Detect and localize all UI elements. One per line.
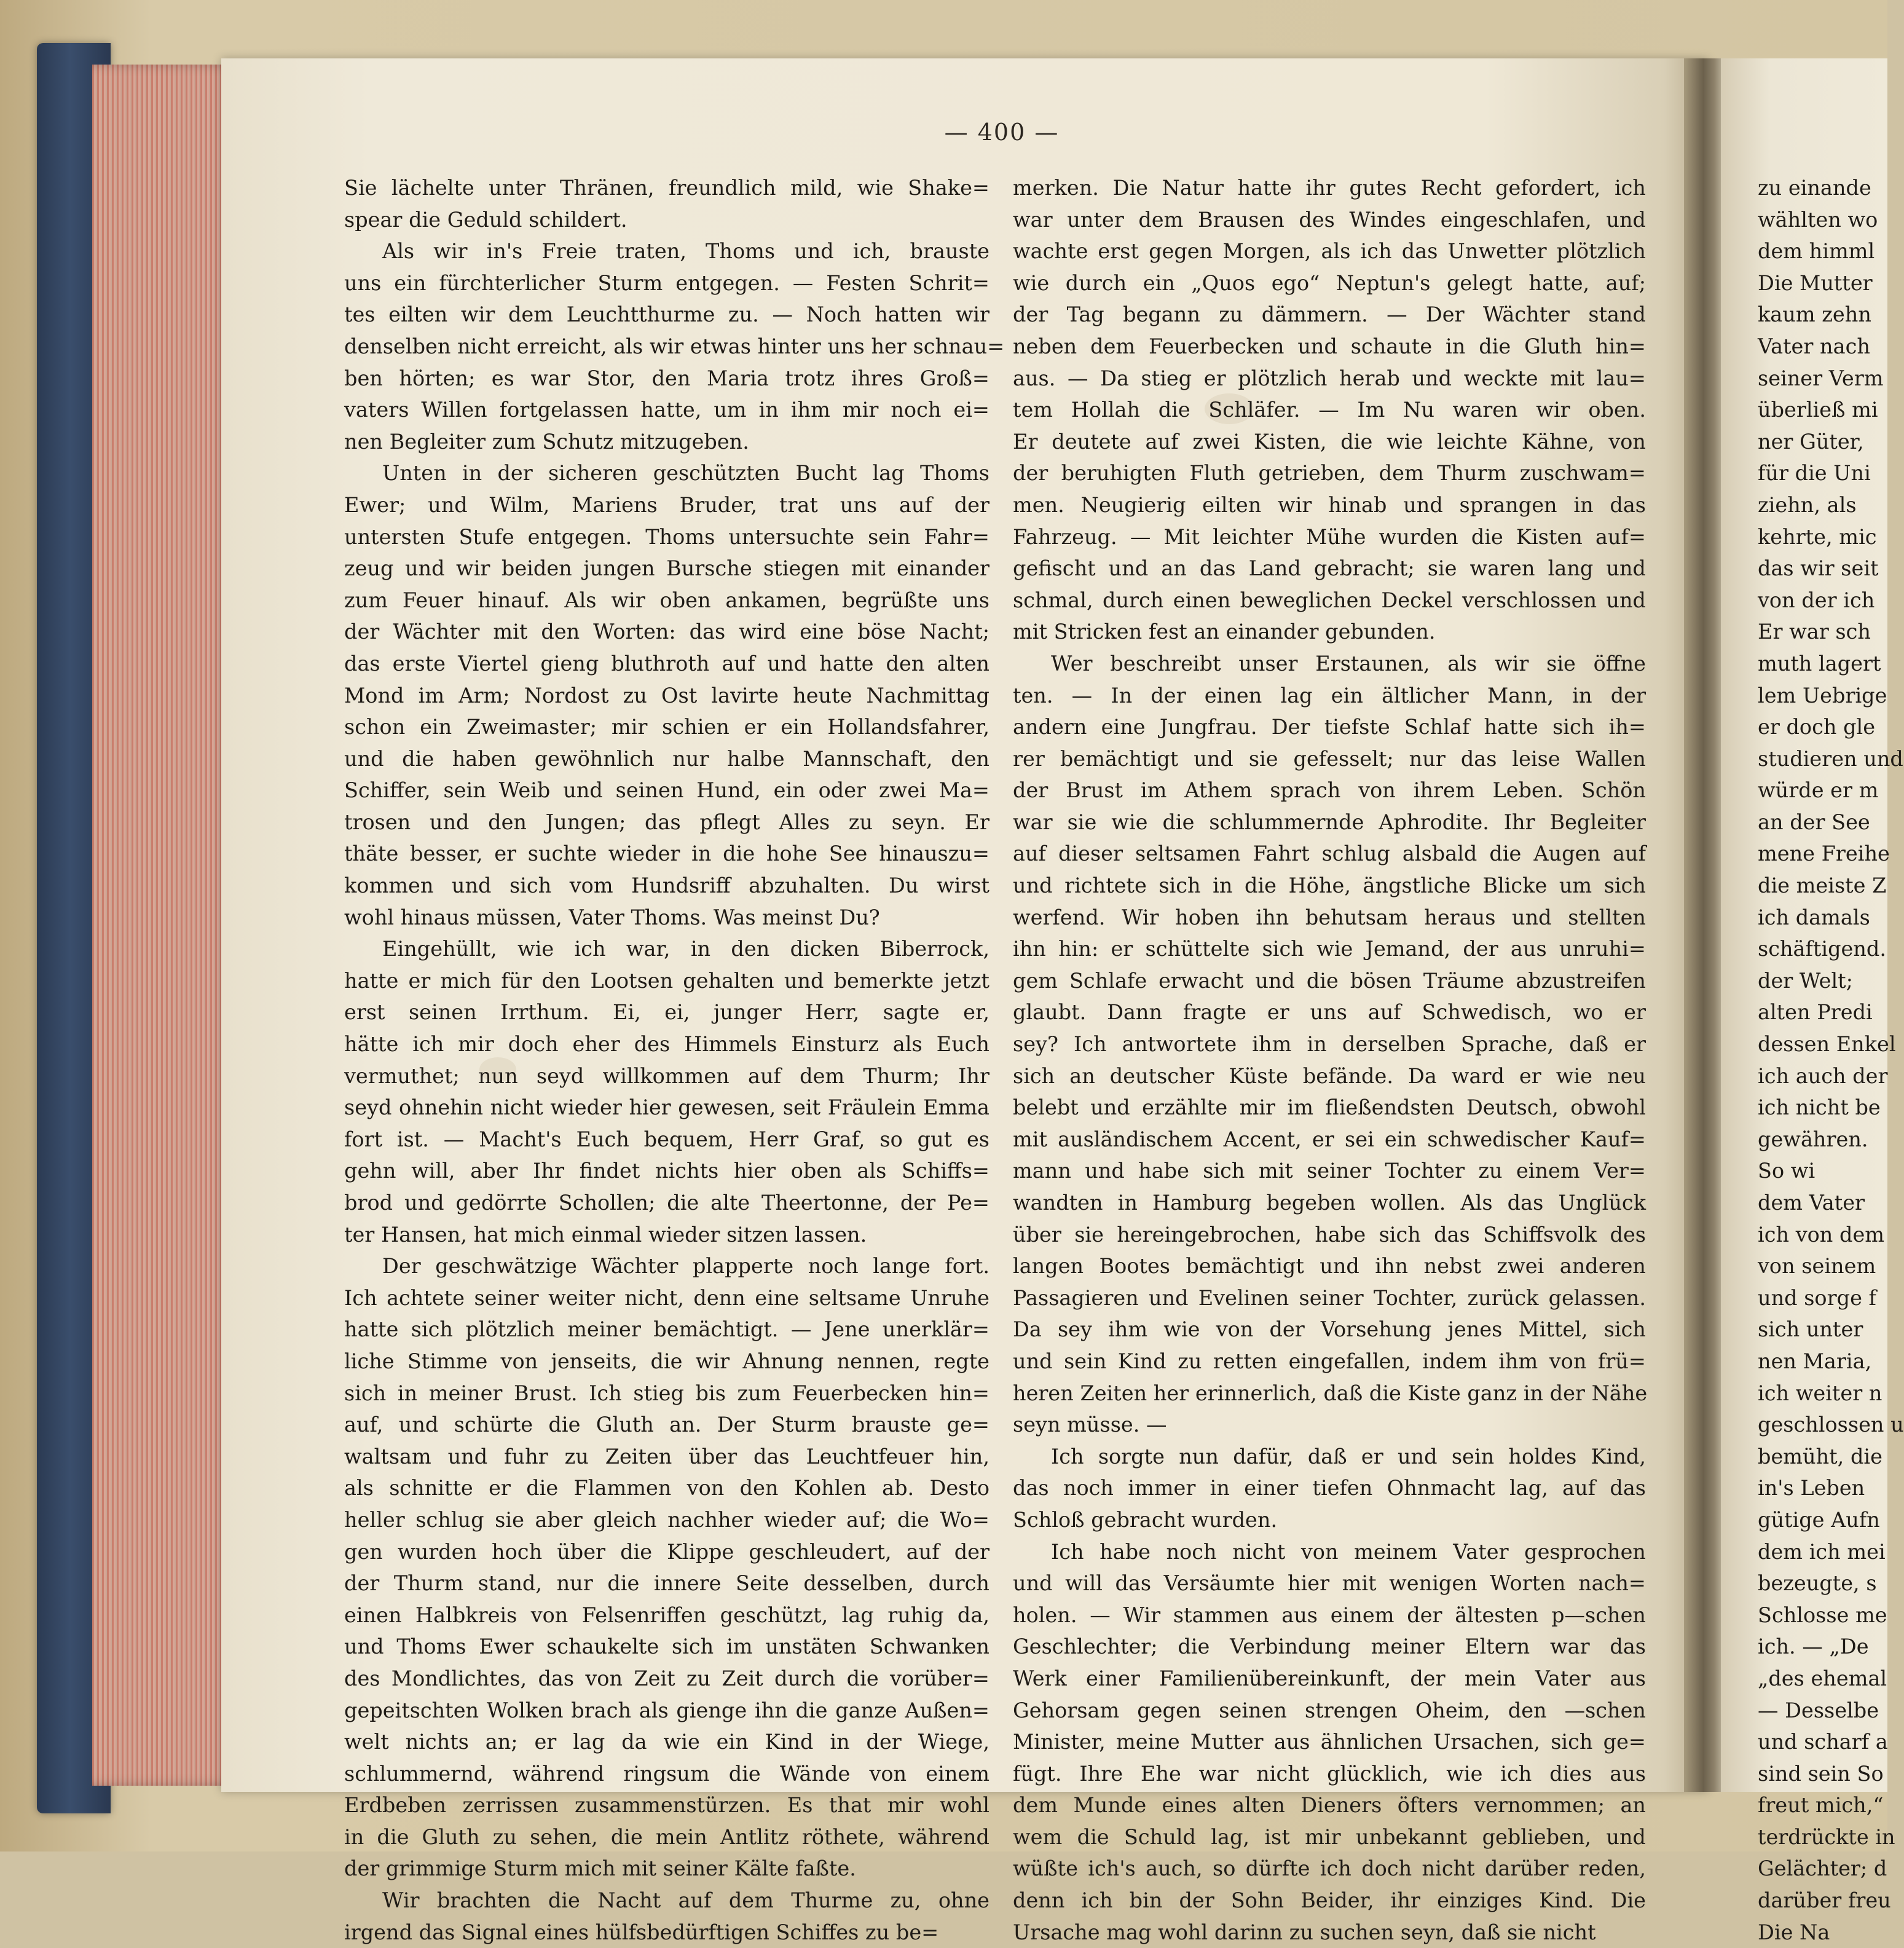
text-line: glaubt. Dann fragte er uns auf Schwedisch, wo er	[1013, 1000, 1646, 1025]
text-line: schlummernd, während ringsum die Wände von einem	[344, 1761, 989, 1786]
text-line: Ich achtete seiner weiter nicht, denn eine seltsame Unruhe	[344, 1285, 989, 1310]
text-line: der Wächter mit den Worten: das wird eine böse Nacht;	[344, 620, 989, 644]
text-line: Er war sch	[1758, 620, 1871, 644]
text-line: muth lagert	[1758, 651, 1881, 676]
text-line: sich in meiner Brust. Ich stieg bis zum Feuerbecken hin=	[344, 1381, 989, 1405]
text-line: Eingehüllt, wie ich war, in den dicken Biberrock,	[382, 937, 989, 961]
text-line: gepeitschten Wolken brach als gienge ihn die ganze Außen=	[344, 1698, 989, 1722]
text-line: Ich sorgte nun dafür, daß er und sein holdes Kind,	[1051, 1444, 1646, 1469]
text-line: in's Leben	[1758, 1476, 1865, 1500]
text-line: gem Schlafe erwacht und die bösen Träume abzustreifen	[1013, 968, 1646, 993]
text-line: ben hörten; es war Stor, den Maria trotz ihres Groß=	[344, 366, 989, 390]
text-line: der Thurm stand, nur die innere Seite desselben, durch	[344, 1571, 989, 1596]
text-line: sey? Ich antwortete ihm in derselben Sprache, daß er	[1013, 1032, 1646, 1057]
text-line: an der See	[1758, 810, 1870, 834]
text-line: sich an deutscher Küste befände. Da ward er wie neu	[1013, 1063, 1646, 1088]
text-line: gehn will, aber Ihr findet nichts hier oben als Schiffs=	[344, 1159, 989, 1183]
text-line: holen. — Wir stammen aus einem der ältesten p—schen	[1013, 1603, 1646, 1627]
text-line: er doch gle	[1758, 715, 1876, 739]
text-line: nen Begleiter zum Schutz mitzugeben.	[344, 429, 749, 454]
text-line: zeug und wir beiden jungen Bursche stiegen mit einander	[344, 556, 989, 581]
text-line: des Mondlichtes, das von Zeit zu Zeit durch die vorüber=	[344, 1666, 989, 1690]
text-line: Geschlechter; die Verbindung meiner Eltern war das	[1013, 1635, 1646, 1659]
text-line: Wir brachten die Nacht auf dem Thurme zu, ohne	[382, 1888, 989, 1913]
text-line: lem Uebrige	[1758, 683, 1887, 708]
text-line: heller schlug sie aber gleich nachher wieder auf; die Wo=	[344, 1507, 989, 1532]
text-line: auf dieser seltsamen Fahrt schlug alsbald die Augen auf	[1013, 842, 1646, 866]
text-line: So wi	[1758, 1159, 1815, 1183]
text-line: das wir seit	[1758, 556, 1879, 581]
text-line: mann und habe sich mit seiner Tochter zu einem Ver=	[1013, 1159, 1646, 1183]
text-line: Mond im Arm; Nordost zu Ost lavirte heute Nachmittag	[344, 683, 989, 708]
text-line: kehrte, mic	[1758, 524, 1877, 549]
text-line: seiner Verm	[1758, 366, 1884, 390]
text-line: dem Munde eines alten Dieners öfters vernommen; an	[1013, 1793, 1646, 1818]
text-line: auf, und schürte die Gluth an. Der Sturm brauste ge=	[344, 1413, 989, 1437]
text-line: hatte er mich für den Lootsen gehalten und bemerkte jetzt	[344, 968, 989, 993]
text-line: und Thoms Ewer schaukelte sich im unstäten Schwanken	[344, 1635, 989, 1659]
text-line: Fahrzeug. — Mit leichter Mühe wurden die Kisten auf=	[1013, 524, 1646, 549]
text-line: dessen Enkel	[1758, 1032, 1896, 1057]
text-line: Er deutete auf zwei Kisten, die wie leichte Kähne, von	[1013, 429, 1646, 454]
text-line: dem Vater	[1758, 1191, 1865, 1215]
text-line: andern eine Jungfrau. Der tiefste Schlaf hatte sich ih=	[1013, 715, 1646, 739]
text-line: Der geschwätzige Wächter plapperte noch lange fort.	[382, 1254, 989, 1279]
text-column-left	[344, 172, 1005, 1948]
text-line: wandten in Hamburg begeben wollen. Als das Unglück	[1013, 1191, 1646, 1215]
text-line: für die Uni	[1758, 461, 1871, 486]
text-line: neben dem Feuerbecken und schaute in die Gluth hin=	[1013, 334, 1646, 358]
text-line: der grimmige Sturm mich mit seiner Kälte faßte.	[344, 1856, 856, 1881]
text-line: zu einande	[1758, 176, 1871, 200]
text-line: wählten wo	[1758, 207, 1878, 232]
text-line: Vater nach	[1758, 334, 1870, 358]
text-line: ich nicht be	[1758, 1095, 1881, 1120]
text-line: Werk einer Familienübereinkunft, der mein Vater aus	[1013, 1666, 1646, 1690]
text-line: hätte ich mir doch eher des Himmels Einsturz als Euch	[344, 1032, 989, 1057]
text-line: liche Stimme von jenseits, die wir Ahnung nennen, regte	[344, 1349, 989, 1373]
text-line: werfend. Wir hoben ihn behutsam heraus und stellten	[1013, 905, 1646, 929]
text-line: kommen und sich vom Hundsriff abzuhalten. Du wirst	[344, 873, 989, 898]
text-line: der beruhigten Fluth getrieben, dem Thurm zuschwam=	[1013, 461, 1646, 486]
text-line: von seinem	[1758, 1254, 1876, 1279]
text-line: gen wurden hoch über die Klippe geschleudert, auf der	[344, 1539, 989, 1564]
text-line: men. Neugierig eilten wir hinab und sprangen in das	[1013, 492, 1646, 517]
text-line: schmal, durch einen beweglichen Deckel verschlossen und	[1013, 588, 1646, 612]
text-line: schäftigend.	[1758, 937, 1887, 961]
text-line: über sie hereingebrochen, habe sich das Schiffsvolk des	[1013, 1222, 1646, 1247]
text-line: sich unter	[1758, 1317, 1863, 1342]
text-line: und die haben gewöhnlich nur halbe Mannschaft, den	[344, 746, 989, 771]
text-line: überließ mi	[1758, 398, 1878, 422]
text-line: der Welt;	[1758, 968, 1853, 993]
text-line: war sie wie die schlummernde Aphrodite. Ihr Begleiter	[1013, 810, 1646, 834]
text-line: thäte besser, er suchte wieder in die hohe See hinauszu=	[344, 842, 989, 866]
text-line: wüßte ich's auch, so dürfte ich doch nicht darüber reden,	[1013, 1856, 1646, 1881]
text-line: Schiffer, sein Weib und seinen Hund, ein oder zwei Ma=	[344, 778, 989, 803]
text-line: einen Halbkreis von Felsenriffen geschützt, lag ruhig da,	[344, 1603, 989, 1627]
text-line: kaum zehn	[1758, 302, 1871, 327]
text-line: Gehorsam gegen seinen strengen Oheim, den —schen	[1013, 1698, 1646, 1722]
text-line: Sie lächelte unter Thränen, freundlich mild, wie Shake=	[344, 176, 989, 200]
text-line: Ursache mag wohl darinn zu suchen seyn, daß sie nicht	[1013, 1920, 1596, 1944]
text-line: spear die Geduld schildert.	[344, 207, 627, 232]
text-line: aus. — Da stieg er plötzlich herab und weckte mit lau=	[1013, 366, 1646, 390]
text-line: mene Freihe	[1758, 842, 1890, 866]
text-line: darüber freu	[1758, 1888, 1891, 1913]
text-line: sind sein So	[1758, 1761, 1884, 1786]
text-line: bezeugte, s	[1758, 1571, 1877, 1596]
text-line: wachte erst gegen Morgen, als ich das Unwetter plötzlich	[1013, 239, 1646, 264]
text-line: der Brust im Athem sprach von ihrem Leben. Schön	[1013, 778, 1646, 803]
text-line: ner Güter,	[1758, 429, 1864, 454]
text-line: geschlossen u	[1758, 1413, 1904, 1437]
text-line: ziehn, als	[1758, 492, 1857, 517]
text-line: als schnitte er die Flammen von den Kohlen ab. Desto	[344, 1476, 989, 1500]
text-line: und will das Versäumte hier mit wenigen Worten nach=	[1013, 1571, 1646, 1596]
text-line: — Desselbe	[1758, 1698, 1879, 1722]
text-line: langen Bootes bemächtigt und ihn nebst zwei anderen	[1013, 1254, 1646, 1279]
text-line: Schlosse me	[1758, 1603, 1887, 1627]
text-line: seyd ohnehin nicht wieder hier gewesen, seit Fräulein Emma	[344, 1095, 989, 1120]
text-line: seyn müsse. —	[1013, 1413, 1167, 1437]
text-line: in die Gluth zu sehen, die mein Antlitz röthete, während	[344, 1824, 989, 1849]
text-line: welt nichts an; er lag da wie ein Kind in der Wiege,	[344, 1730, 989, 1754]
text-line: Die Na	[1758, 1920, 1830, 1944]
text-line: Gelächter; d	[1758, 1856, 1887, 1881]
text-line: brod und gedörrte Schollen; die alte Theertonne, der Pe=	[344, 1191, 989, 1215]
text-line: studieren und	[1758, 746, 1903, 771]
text-line: war unter dem Brausen des Windes eingeschlafen, und	[1013, 207, 1646, 232]
text-line: Da sey ihm wie von der Vorsehung jenes Mittel, sich	[1013, 1317, 1646, 1342]
next-page-text-fragment	[1758, 172, 1904, 1948]
text-line: alten Predi	[1758, 1000, 1873, 1025]
text-line: vaters Willen fortgelassen hatte, um in ihm mir noch ei=	[344, 398, 989, 422]
text-line: erst seinen Irrthum. Ei, ei, junger Herr, sagte er,	[344, 1000, 989, 1025]
text-line: ich weiter n	[1758, 1381, 1882, 1405]
page-block-edges	[92, 65, 240, 1786]
text-line: wem die Schuld lag, ist mir unbekannt geblieben, und	[1013, 1824, 1646, 1849]
text-line: fort ist. — Macht's Euch bequem, Herr Graf, so gut es	[344, 1127, 989, 1151]
text-line: ihn hin: er schüttelte sich wie Jemand, der aus unruhi=	[1013, 937, 1646, 961]
text-line: belebt und erzählte mir im fließendsten Deutsch, obwohl	[1013, 1095, 1646, 1120]
text-line: schon ein Zweimaster; mir schien er ein Hollandsfahrer,	[344, 715, 989, 739]
text-line: rer bemächtigt und sie gefesselt; nur das leise Wallen	[1013, 746, 1646, 771]
text-line: gütige Aufn	[1758, 1507, 1880, 1532]
text-line: Schloß gebracht wurden.	[1013, 1507, 1278, 1532]
text-line: denselben nicht erreicht, als wir etwas hinter uns her schnau=	[344, 334, 1005, 358]
text-line: heren Zeiten her erinnerlich, daß die Kiste ganz in der Nähe	[1013, 1381, 1648, 1405]
text-column-right	[1013, 172, 1646, 1948]
text-line: „des ehemal	[1758, 1666, 1887, 1690]
text-line: untersten Stufe entgegen. Thoms untersuchte sein Fahr=	[344, 524, 989, 549]
text-line: dem ich mei	[1758, 1539, 1886, 1564]
text-line: Wer beschreibt unser Erstaunen, als wir sie öffne	[1051, 651, 1646, 676]
text-line: bemüht, die	[1758, 1444, 1882, 1469]
text-line: hatte sich plötzlich meiner bemächtigt. — Jene unerklär=	[344, 1317, 989, 1342]
text-line: und scharf a	[1758, 1730, 1888, 1754]
text-line: würde er m	[1758, 778, 1879, 803]
text-line: Minister, meine Mutter aus ähnlichen Ursachen, sich ge=	[1013, 1730, 1646, 1754]
text-line: zum Feuer hinauf. Als wir oben ankamen, begrüßte uns	[344, 588, 989, 612]
text-line: gewähren.	[1758, 1127, 1868, 1151]
text-line: und richtete sich in die Höhe, ängstliche Blicke um sich	[1013, 873, 1646, 898]
text-line: von der ich	[1758, 588, 1875, 612]
text-line: ich. — „De	[1758, 1635, 1869, 1659]
text-line: Ich habe noch nicht von meinem Vater gesprochen	[1051, 1539, 1646, 1564]
text-line: Erdbeben zerrissen zusammenstürzen. Es that mir wohl	[344, 1793, 989, 1818]
text-line: waltsam und fuhr zu Zeiten über das Leuchtfeuer hin,	[344, 1444, 989, 1469]
text-line: ter Hansen, hat mich einmal wieder sitzen lassen.	[344, 1222, 867, 1247]
text-line: mit ausländischem Accent, er sei ein schwedischer Kauf=	[1013, 1127, 1646, 1151]
text-line: die meiste Z	[1758, 873, 1887, 898]
text-line: gefischt und an das Land gebracht; sie waren lang und	[1013, 556, 1646, 581]
text-line: mit Stricken fest an einander gebunden.	[1013, 620, 1436, 644]
page-number: — 400 —	[944, 119, 1060, 146]
text-line: das erste Viertel gieng bluthroth auf und hatte den alten	[344, 651, 989, 676]
text-line: das noch immer in einer tiefen Ohnmacht lag, auf das	[1013, 1476, 1646, 1500]
text-line: merken. Die Natur hatte ihr gutes Recht gefordert, ich	[1013, 176, 1646, 200]
text-line: fügt. Ihre Ehe war nicht glücklich, wie ich dies aus	[1013, 1761, 1646, 1786]
text-line: ten. — In der einen lag ein ältlicher Mann, in der	[1013, 683, 1646, 708]
text-line: nen Maria,	[1758, 1349, 1872, 1373]
text-line: Passagieren und Evelinen seiner Tochter, zurück gelassen.	[1013, 1285, 1646, 1310]
text-line: ich damals	[1758, 905, 1870, 929]
text-line: tes eilten wir dem Leuchtthurme zu. — Noch hatten wir	[344, 302, 989, 327]
text-line: uns ein fürchterlicher Sturm entgegen. — Festen Schrit=	[344, 270, 989, 295]
text-line: und sein Kind zu retten eingefallen, indem ihm von frü=	[1013, 1349, 1646, 1373]
text-line: irgend das Signal eines hülfsbedürftigen Schiffes zu be=	[344, 1920, 939, 1944]
text-line: terdrückte in	[1758, 1824, 1895, 1849]
text-line: denn ich bin der Sohn Beider, ihr einziges Kind. Die	[1013, 1888, 1646, 1913]
text-line: dem himml	[1758, 239, 1875, 264]
text-line: freut mich,“	[1758, 1793, 1884, 1818]
text-line: Als wir in's Freie traten, Thoms und ich, brauste	[382, 239, 989, 264]
text-line: trosen und den Jungen; das pflegt Alles zu seyn. Er	[344, 810, 989, 834]
text-line: vermuthet; nun seyd willkommen auf dem Thurm; Ihr	[344, 1063, 989, 1088]
text-line: wohl hinaus müssen, Vater Thoms. Was meinst Du?	[344, 905, 880, 929]
text-line: ich auch der	[1758, 1063, 1888, 1088]
text-line: und sorge f	[1758, 1285, 1876, 1310]
text-line: tem Hollah die Schläfer. — Im Nu waren wir oben.	[1013, 398, 1646, 422]
text-line: der Tag begann zu dämmern. — Der Wächter stand	[1013, 302, 1646, 327]
text-line: wie durch ein „Quos ego“ Neptun's gelegt hatte, auf;	[1013, 270, 1646, 295]
text-line: Unten in der sicheren geschützten Bucht lag Thoms	[382, 461, 989, 486]
text-line: Ewer; und Wilm, Mariens Bruder, trat uns auf der	[344, 492, 989, 517]
text-line: ich von dem	[1758, 1222, 1885, 1247]
text-line: Die Mutter	[1758, 270, 1873, 295]
